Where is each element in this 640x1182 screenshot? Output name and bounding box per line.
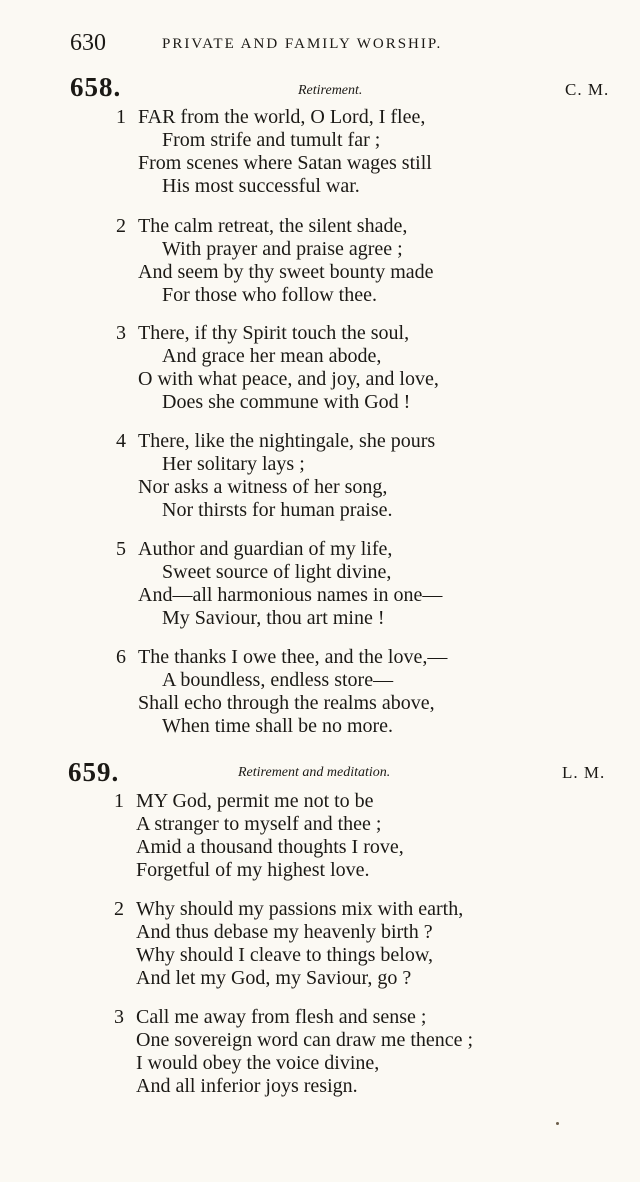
hymn-number: 659. (68, 757, 120, 787)
verse-line: A stranger to myself and thee ; (136, 813, 382, 835)
verse-number: 6 (116, 646, 126, 668)
verse-line: One sovereign word can draw me thence ; (136, 1029, 474, 1051)
verse-line: Why should my passions mix with earth, (136, 898, 464, 920)
hymn-number: 658. (70, 72, 122, 102)
verse-line: And seem by thy sweet bounty made (138, 261, 434, 283)
verse-line: There, like the nightingale, she pours (138, 430, 436, 452)
verse-line: His most successful war. (162, 175, 360, 197)
verse-line: Her solitary lays ; (162, 453, 305, 475)
verse-number: 4 (116, 430, 126, 452)
verse-line: And thus debase my heavenly birth ? (136, 921, 433, 943)
verse-line: There, if thy Spirit touch the soul, (138, 322, 410, 344)
hymn-subject: Retirement and meditation. (238, 765, 391, 780)
verse-number: 3 (116, 322, 126, 344)
verse-line: And—all harmonious names in one— (138, 584, 443, 606)
verse-line: Forgetful of my highest love. (136, 859, 370, 881)
verse-line: Author and guardian of my life, (138, 538, 393, 560)
running-title: PRIVATE AND FAMILY WORSHIP. (162, 36, 443, 52)
verse-number: 1 (116, 106, 126, 128)
verse-line: And grace her mean abode, (162, 345, 382, 367)
page-number: 630 (70, 30, 106, 56)
verse-number: 3 (114, 1006, 124, 1028)
verse-line: And let my God, my Saviour, go ? (136, 967, 412, 989)
verse-number: 2 (116, 215, 126, 237)
verse-number: 2 (114, 898, 124, 920)
hymn-meter: L. M. (562, 763, 606, 782)
verse-line: Sweet source of light divine, (162, 561, 392, 583)
verse-number: 5 (116, 538, 126, 560)
verse-line: MY God, permit me not to be (136, 790, 374, 812)
verse-line: From scenes where Satan wages still (138, 152, 432, 174)
verse-line: Call me away from flesh and sense ; (136, 1006, 427, 1028)
verse-line: From strife and tumult far ; (162, 129, 381, 151)
verse-line: A boundless, endless store— (162, 669, 394, 691)
hymn-meter: C. M. (565, 80, 610, 99)
verse-line: For those who follow thee. (162, 284, 377, 306)
verse-line: I would obey the voice divine, (136, 1052, 380, 1074)
verse-line: The calm retreat, the silent shade, (138, 215, 408, 237)
running-head (70, 30, 530, 60)
hymn-subject: Retirement. (298, 83, 363, 98)
verse-line: The thanks I owe thee, and the love,— (138, 646, 448, 668)
verse-line: And all inferior joys resign. (136, 1075, 358, 1097)
verse-number: 1 (114, 790, 124, 812)
verse-line: FAR from the world, O Lord, I flee, (138, 106, 426, 128)
verse-line: Does she commune with God ! (162, 391, 411, 413)
ink-speck (556, 1122, 559, 1125)
verse-line: O with what peace, and joy, and love, (138, 368, 439, 390)
verse-line: Nor thirsts for human praise. (162, 499, 393, 521)
verse-line: Amid a thousand thoughts I rove, (136, 836, 404, 858)
verse-line: When time shall be no more. (162, 715, 394, 737)
verse-line: Why should I cleave to things below, (136, 944, 433, 966)
verse-line: My Saviour, thou art mine ! (162, 607, 385, 629)
verse-line: Shall echo through the realms above, (138, 692, 435, 714)
verse-line: With prayer and praise agree ; (162, 238, 403, 260)
verse-line: Nor asks a witness of her song, (138, 476, 388, 498)
